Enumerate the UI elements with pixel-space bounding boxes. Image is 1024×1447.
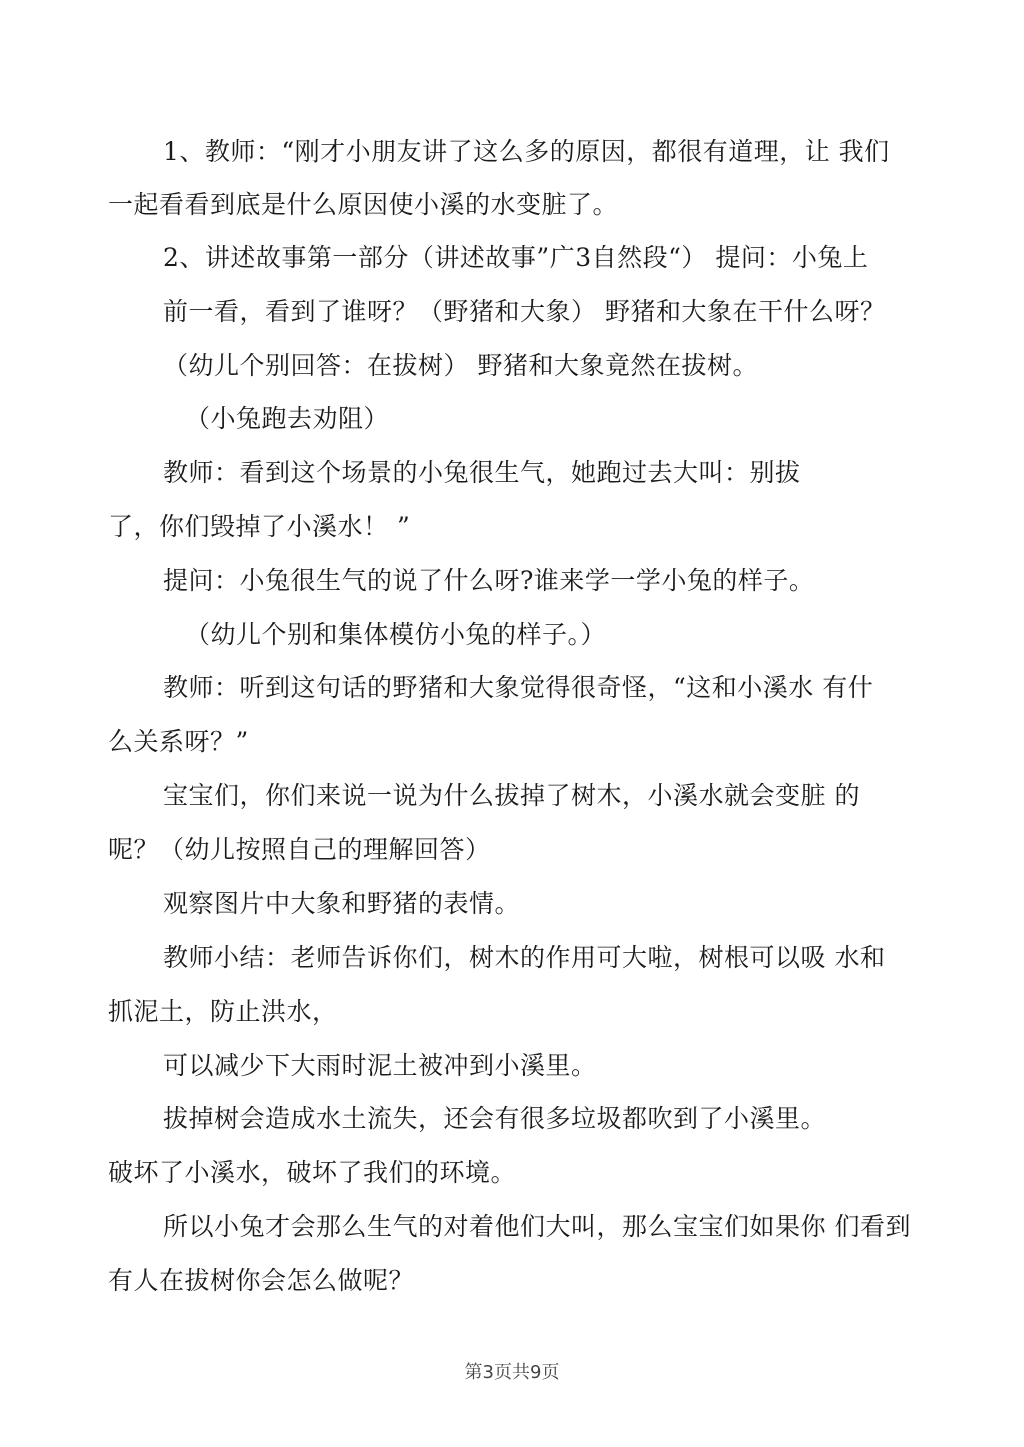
text-line: 提问：小兔很生气的说了什么呀?谁来学一学小兔的样子。 <box>163 566 815 595</box>
text-line: （小兔跑去劝阻） <box>185 404 390 433</box>
text-line: （幼儿个别和集体模仿小兔的样子。） <box>185 620 607 649</box>
text-line: 么关系呀？” <box>108 727 249 756</box>
text-line: 有人在拔树你会怎么做呢？ <box>108 1266 415 1295</box>
text-line: 教师小结：老师告诉你们，树木的作用可大啦，树根可以吸 水和 <box>163 943 886 972</box>
text-line: 一起看看到底是什么原因使小溪的水变脏了。 <box>108 190 619 219</box>
text-line: 了，你们毁掉了小溪水！ ” <box>108 512 411 541</box>
page-number: 第3页共9页 <box>464 1362 560 1383</box>
text-line: （幼儿个别回答：在拔树） 野猪和大象竟然在拔树。 <box>163 351 758 380</box>
text-line: 教师：看到这个场景的小兔很生气，她跑过去大叫：别拔 <box>163 458 801 487</box>
text-line: 观察图片中大象和野猪的表情。 <box>163 889 521 918</box>
text-line: 教师：听到这句话的野猪和大象觉得很奇怪，“这和小溪水 有什 <box>163 673 874 702</box>
text-line: 所以小兔才会那么生气的对着他们大叫，那么宝宝们如果你 们看到 <box>163 1212 911 1241</box>
text-line: 宝宝们，你们来说一说为什么拔掉了树木，小溪水就会变脏 的 <box>163 781 860 810</box>
text-line: 抓泥土，防止洪水， <box>108 997 338 1026</box>
text-line: 1、教师：“刚才小朋友讲了这么多的原因，都很有道理，让 我们 <box>163 137 890 166</box>
text-line: 可以减少下大雨时泥土被冲到小溪里。 <box>163 1051 597 1080</box>
text-line: 呢？（幼儿按照自己的理解回答） <box>108 835 491 864</box>
text-line: 破坏了小溪水，破坏了我们的环境。 <box>108 1158 517 1187</box>
text-line: 前一看，看到了谁呀？（野猪和大象） 野猪和大象在干什么呀？ <box>163 297 886 326</box>
text-line: 拔掉树会造成水土流失，还会有很多垃圾都吹到了小溪里。 <box>163 1104 827 1133</box>
text-line: 2、讲述故事第一部分（讲述故事”广3自然段“） 提问：小兔上 <box>163 243 869 272</box>
